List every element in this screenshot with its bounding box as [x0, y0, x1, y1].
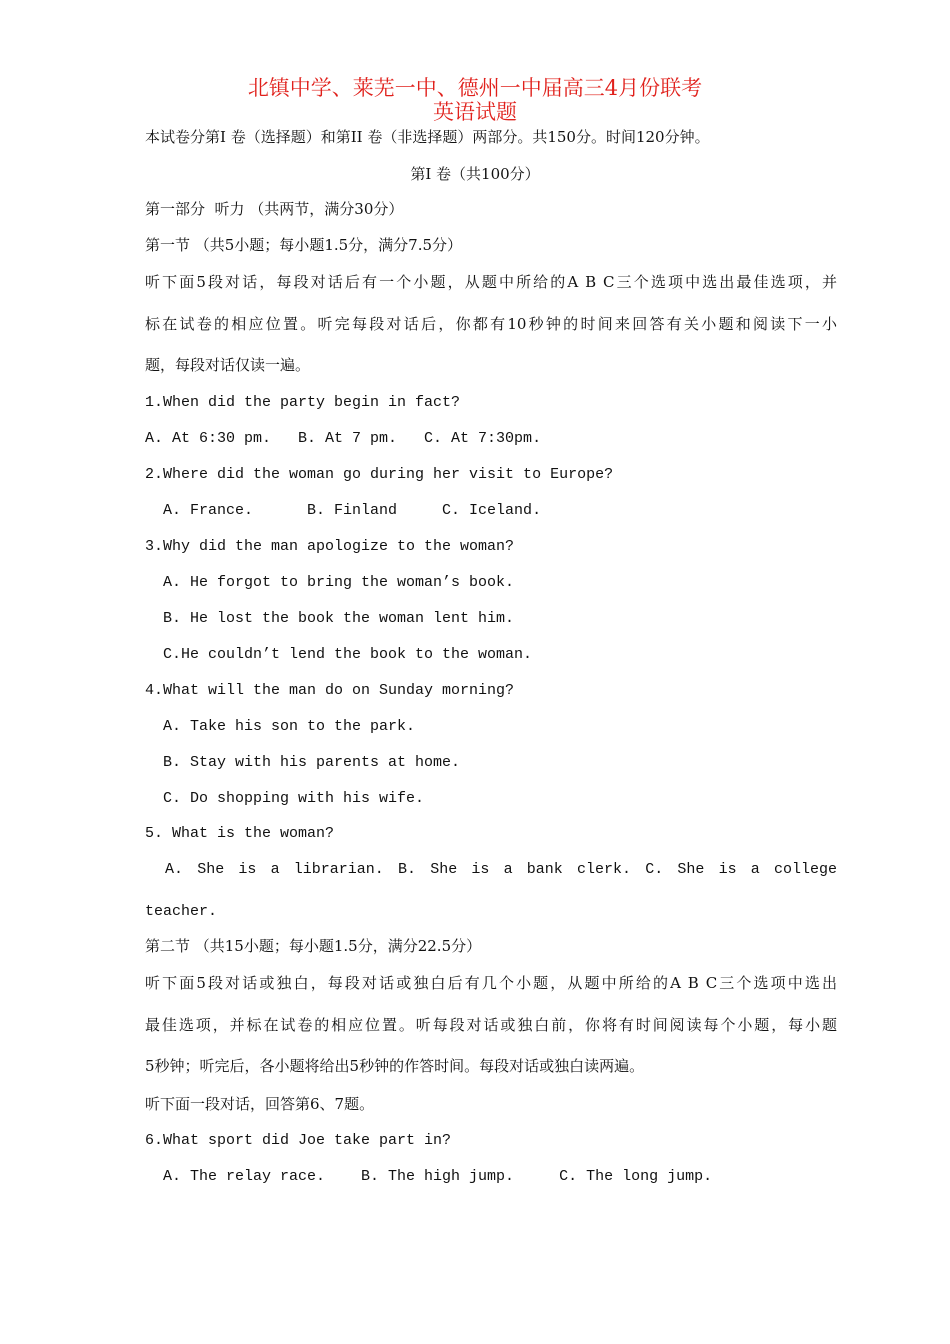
- section2-instructions-line: 听下面5段对话或独白，每段对话或独白后有几个小题，从题中所给的A B C三个选项中选出: [145, 974, 837, 992]
- exam-subtitle: 英语试题: [433, 100, 517, 124]
- section1-instructions-line: 听下面5段对话，每段对话后有一个小题，从题中所给的A B C三个选项中选出最佳选项，并: [145, 273, 837, 291]
- exam-title: 北镇中学、莱芜一中、德州一中届高三4月份联考: [247, 76, 703, 100]
- question-4-option-b: B. Stay with his parents at home.: [145, 754, 461, 771]
- volume-heading: 第I 卷（共100分）: [410, 165, 540, 183]
- section1-instructions-line: 标在试卷的相应位置。听完每段对话后，你都有10秒钟的时间来回答有关小题和阅读下一小: [145, 315, 837, 333]
- question-1-options: A. At 6:30 pm. B. At 7 pm. C. At 7:30pm.: [145, 430, 542, 447]
- question-3-option-b: B. He lost the book the woman lent him.: [145, 610, 515, 627]
- section2-heading: 第二节 （共15小题；每小题1.5分，满分22.5分）: [145, 937, 482, 955]
- exam-intro: 本试卷分第I 卷（选择题）和第II 卷（非选择题）两部分。共150分。时间120分钟。: [145, 128, 710, 146]
- question-4-stem: 4.What will the man do on Sunday morning?: [145, 682, 515, 699]
- question-5-options-continued: teacher.: [145, 903, 218, 920]
- question-3-stem: 3.Why did the man apologize to the woman?: [145, 538, 515, 555]
- section2-instructions-line: 最佳选项，并标在试卷的相应位置。听每段对话或独白前，你将有时间阅读每个小题，每小题: [145, 1016, 837, 1034]
- question-1-stem: 1.When did the party begin in fact?: [145, 394, 461, 411]
- question-2-options: A. France. B. Finland C. Iceland.: [145, 502, 542, 519]
- section1-heading: 第一节 （共5小题；每小题1.5分，满分7.5分）: [145, 236, 463, 254]
- question-3-option-c: C.He couldn’t lend the book to the woman.: [145, 646, 533, 663]
- section1-instructions-line: 题，每段对话仅读一遍。: [145, 356, 311, 374]
- question-5-options: A. She is a librarian. B. She is a bank clerk. C. She is a college: [165, 861, 837, 878]
- question-2-stem: 2.Where did the woman go during her visit to Europe?: [145, 466, 614, 483]
- question-6-stem: 6.What sport did Joe take part in?: [145, 1132, 452, 1149]
- question-4-option-a: A. Take his son to the park.: [145, 718, 416, 735]
- question-5-stem: 5. What is the woman?: [145, 825, 335, 842]
- section2-instructions-line: 5秒钟；听完后，各小题将给出5秒钟的作答时间。每段对话或独白读两遍。: [145, 1057, 645, 1075]
- question-6-options: A. The relay race. B. The high jump. C. The long jump.: [145, 1168, 713, 1185]
- question-3-option-a: A. He forgot to bring the woman’s book.: [145, 574, 515, 591]
- part-heading: 第一部分 听力 （共两节，满分30分）: [145, 200, 404, 218]
- question-4-option-c: C. Do shopping with his wife.: [145, 790, 425, 807]
- listen-note: 听下面一段对话，回答第6、7题。: [145, 1095, 375, 1113]
